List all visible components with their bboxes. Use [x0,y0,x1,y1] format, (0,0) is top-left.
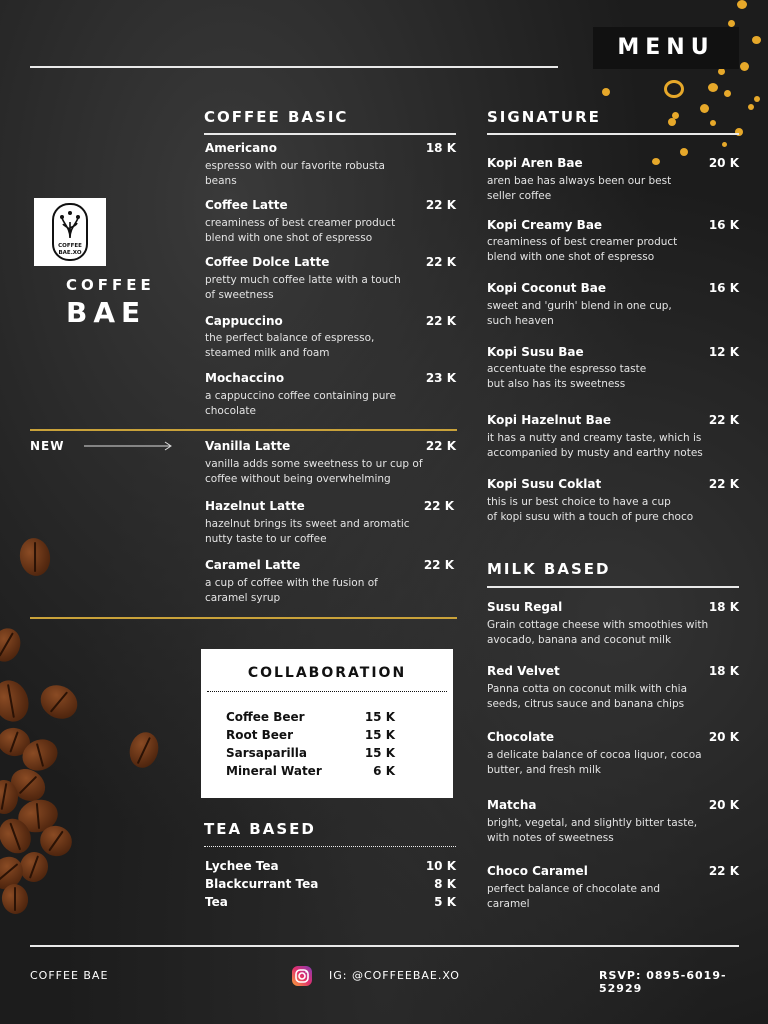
menu-item-desc: chocolate [205,405,256,417]
menu-item-name: Kopi Coconut Bae [487,281,607,295]
menu-item-desc: hazelnut brings its sweet and aromatic [205,518,410,530]
collab-item-price: 15 K [364,710,395,724]
menu-item-price: 22 K [708,477,739,491]
svg-text:COFFEE: COFFEE [58,243,82,249]
menu-item-desc: a cup of coffee with the fusion of [205,577,378,589]
menu-item-name: Cappuccino [205,314,283,328]
collab-item-name: Root Beer [226,728,293,742]
menu-item-desc: of kopi susu with a touch of pure choco [487,511,694,523]
menu-item-name: Kopi Creamy Bae [487,218,603,232]
footer-divider [30,945,739,947]
menu-item-desc: this is ur best choice to have a cup [487,496,671,508]
menu-item-desc: avocado, banana and coconut milk [487,634,672,646]
menu-item-desc: the perfect balance of espresso, [205,332,375,344]
menu-item-desc: steamed milk and foam [205,347,330,359]
menu-item-desc: with notes of sweetness [487,832,614,844]
collab-item-price: 15 K [364,728,395,742]
menu-item-desc: vanilla adds some sweetness to ur cup of [205,458,423,470]
brand-name-line1: COFFEE [66,276,155,294]
section-title-milk-based: MILK BASED [487,560,611,578]
menu-item-desc: seeds, citrus sauce and banana chips [487,698,685,710]
menu-item-price: 8 K [434,877,456,891]
logo-emblem-icon [34,198,106,266]
menu-item-desc: accentuate the espresso taste [487,363,647,375]
new-section-divider [30,429,457,431]
menu-item-name: Coffee Dolce Latte [205,255,330,269]
menu-item-price: 18 K [708,664,739,678]
collab-item-name: Mineral Water [226,764,322,778]
menu-item-desc: of sweetness [205,289,274,301]
menu-item-price: 22 K [425,198,456,212]
menu-item-name: Hazelnut Latte [205,499,305,513]
menu-item-name: Lychee Tea [205,859,279,873]
menu-item-desc: a delicate balance of cocoa liquor, cocoa [487,749,702,761]
menu-item-price: 16 K [708,281,739,295]
new-badge: NEW [30,439,65,453]
brand-name-line2: BAE [66,296,147,329]
menu-item-name: Matcha [487,798,537,812]
menu-item-desc: seller coffee [487,190,552,202]
menu-item-desc: caramel syrup [205,592,281,604]
menu-item-desc: sweet and 'gurih' blend in one cup, [487,300,672,312]
menu-item-desc: Panna cotta on coconut milk with chia [487,683,688,695]
milk-based-divider [487,586,739,588]
menu-item-name: Choco Caramel [487,864,588,878]
collaboration-panel [201,649,453,798]
menu-item-name: Kopi Susu Bae [487,345,584,359]
menu-item-price: 20 K [708,730,739,744]
menu-item-price: 18 K [425,141,456,155]
arrow-right-icon [84,440,174,452]
menu-item-desc: Grain cottage cheese with smoothies with [487,619,709,631]
instagram-icon[interactable] [291,965,313,987]
menu-item-price: 22 K [425,314,456,328]
menu-item-price: 10 K [425,859,456,873]
menu-item-desc: caramel [487,898,530,910]
menu-item-price: 5 K [434,895,456,909]
menu-item-price: 22 K [708,864,739,878]
menu-item-desc: beans [205,175,237,187]
menu-item-desc: pretty much coffee latte with a touch [205,274,401,286]
footer-instagram-handle[interactable]: IG: @COFFEEBAE.XO [329,969,460,982]
menu-item-name: Kopi Aren Bae [487,156,583,170]
menu-item-desc: coffee without being overwhelming [205,473,391,485]
collab-item-price: 6 K [373,764,395,778]
menu-item-name: Kopi Susu Coklat [487,477,602,491]
menu-item-price: 16 K [708,218,739,232]
menu-item-price: 22 K [425,255,456,269]
footer-rsvp: RSVP: 0895-6019-52929 [599,969,727,995]
menu-item-name: Caramel Latte [205,558,301,572]
collaboration-divider [207,691,447,692]
menu-item-desc: bright, vegetal, and slightly bitter taste, [487,817,698,829]
menu-item-desc: such heaven [487,315,554,327]
menu-item-name: Red Velvet [487,664,560,678]
menu-item-name: Vanilla Latte [205,439,291,453]
menu-item-name: Kopi Hazelnut Bae [487,413,611,427]
menu-item-desc: accompanied by musty and earthy notes [487,447,703,459]
tea-based-divider [204,846,456,847]
menu-item-price: 23 K [425,371,456,385]
menu-item-price: 22 K [425,439,456,453]
menu-item-name: Americano [205,141,277,155]
menu-item-name: Coffee Latte [205,198,288,212]
menu-item-desc: a cappuccino coffee containing pure [205,390,396,402]
menu-item-desc: blend with one shot of espresso [487,251,655,263]
collab-item-name: Coffee Beer [226,710,305,724]
collab-item-price: 15 K [364,746,395,760]
coffee-basic-divider [204,133,456,135]
section-title-coffee-basic: COFFEE BASIC [204,108,349,126]
section-title-tea-based: TEA BASED [204,820,316,838]
menu-item-desc: creaminess of best creamer product [205,217,396,229]
menu-item-name: Blackcurrant Tea [205,877,319,891]
svg-text:BAE.XO: BAE.XO [58,250,82,256]
footer-brand: COFFEE BAE [30,969,109,982]
menu-item-desc: it has a nutty and creamy taste, which is [487,432,702,444]
menu-item-desc: perfect balance of chocolate and [487,883,661,895]
menu-item-desc: but also has its sweetness [487,378,626,390]
menu-title: MENU [617,35,715,60]
menu-item-price: 18 K [708,600,739,614]
menu-item-name: Tea [205,895,228,909]
menu-item-price: 22 K [423,499,454,513]
top-divider [30,66,558,68]
brand-logo [34,198,106,266]
collab-item-name: Sarsaparilla [226,746,307,760]
menu-item-price: 22 K [708,413,739,427]
menu-item-price: 20 K [708,156,739,170]
menu-item-desc: creaminess of best creamer product [487,236,678,248]
menu-item-name: Mochaccino [205,371,285,385]
menu-item-price: 20 K [708,798,739,812]
menu-item-desc: espresso with our favorite robusta [205,160,385,172]
section-title-signature: SIGNATURE [487,108,601,126]
menu-item-name: Chocolate [487,730,555,744]
menu-item-name: Susu Regal [487,600,563,614]
menu-item-desc: aren bae has always been our best [487,175,672,187]
menu-item-desc: nutty taste to ur coffee [205,533,327,545]
menu-item-desc: blend with one shot of espresso [205,232,373,244]
menu-item-price: 12 K [708,345,739,359]
section-title-collaboration: COLLABORATION [247,665,407,681]
signature-divider [487,133,739,135]
menu-item-desc: butter, and fresh milk [487,764,601,776]
menu-item-price: 22 K [423,558,454,572]
new-section-divider-bottom [30,617,457,619]
